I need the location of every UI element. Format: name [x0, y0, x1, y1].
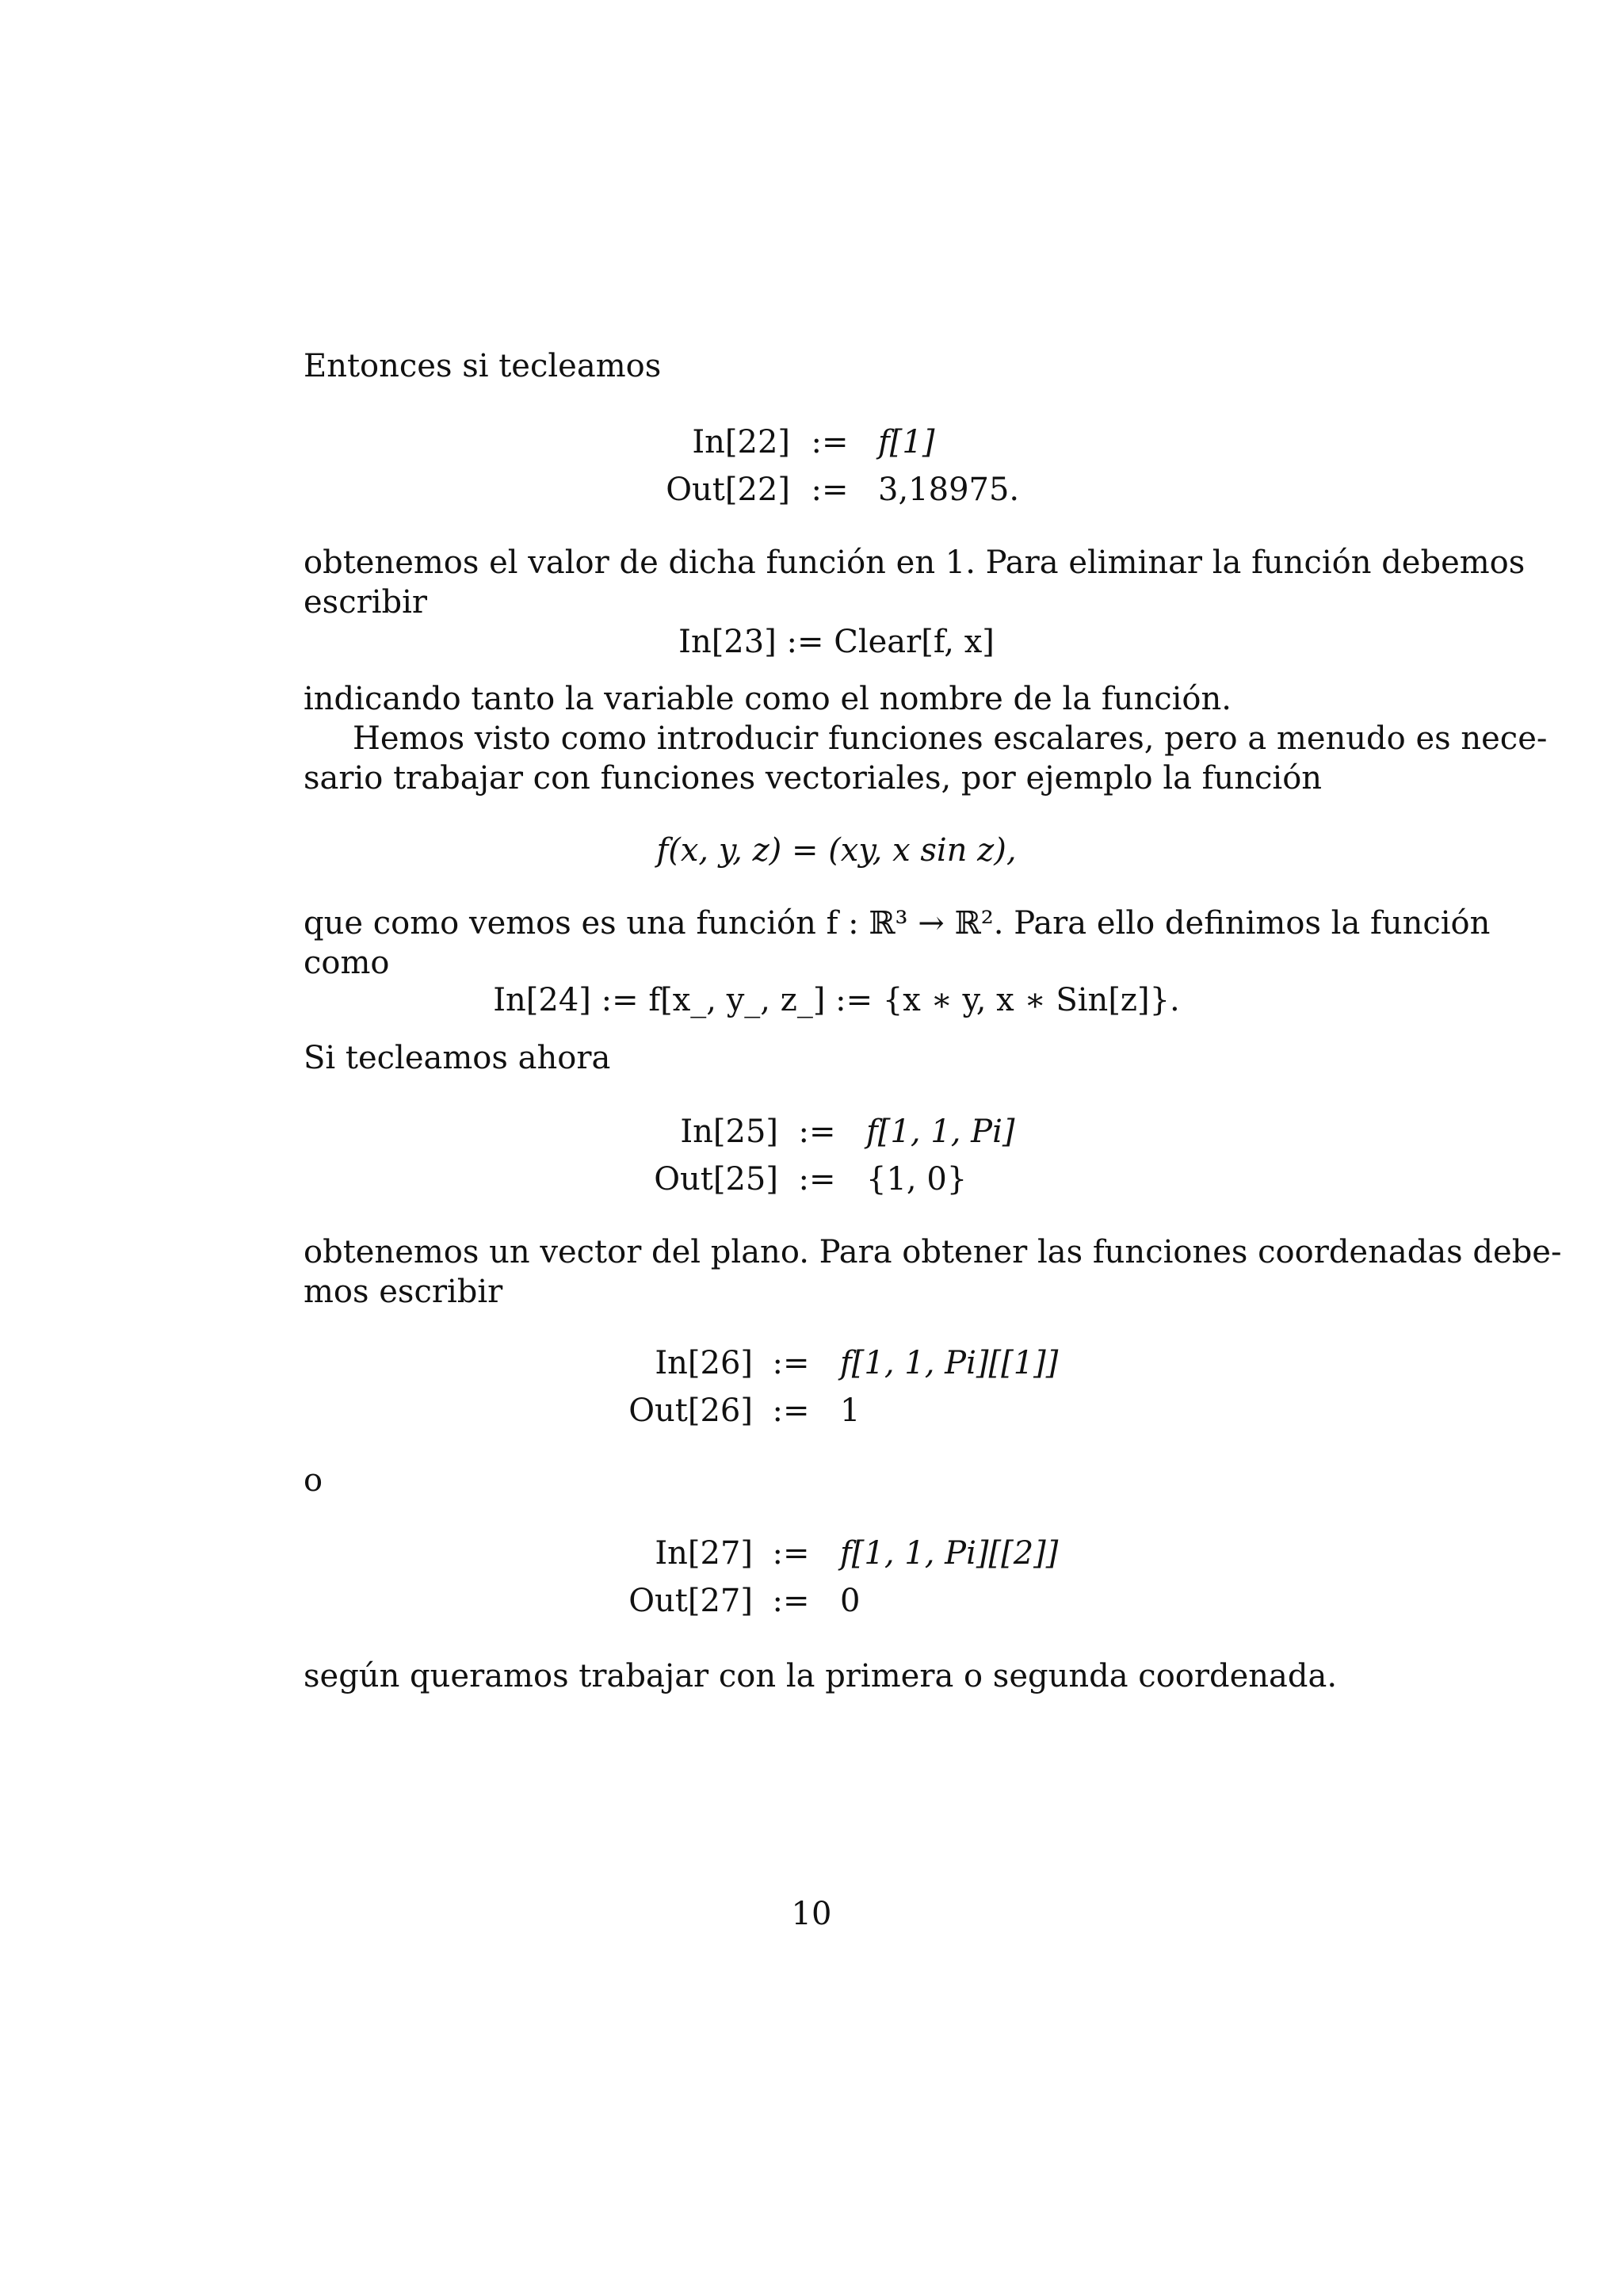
paragraph-hemos-visto-line2: sario trabajar con funciones vectoriales, por ejemplo la función	[304, 760, 1323, 797]
paragraph-que-como-line1: que como vemos es una función f : ℝ³ → ℝ². Para ello definimos la función	[304, 905, 1491, 942]
equation-rhs: f[1]	[878, 424, 935, 460]
equation-label: Out[22]	[666, 472, 790, 508]
equation-rhs: f[1, 1, Pi][[2]]	[840, 1535, 1059, 1572]
assignment-operator: :=	[772, 1535, 810, 1572]
paragraph-eliminar-line1: obtenemos el valor de dicha función en 1. Para eliminar la función debemos	[304, 544, 1526, 581]
equation-row-out27	[0, 1577, 1623, 1625]
equation-row-in26	[0, 1339, 1623, 1387]
equation-row-out26	[0, 1387, 1623, 1435]
assignment-operator: :=	[811, 424, 849, 460]
equation-rhs: {1, 0}	[866, 1161, 968, 1198]
assignment-operator: :=	[772, 1583, 810, 1619]
equation-label: In[26]	[655, 1345, 753, 1381]
equation-rhs: 3,18975.	[878, 472, 1020, 508]
assignment-operator: :=	[798, 1161, 836, 1198]
paragraph-vector-plano-line2: mos escribir	[304, 1274, 503, 1310]
equation-rhs: 1	[840, 1392, 861, 1429]
paragraph-vector-plano-line1: obtenemos un vector del plano. Para obtener las funciones coordenadas debe-	[304, 1234, 1562, 1270]
paragraph-si-tecleamos: Si tecleamos ahora	[304, 1040, 611, 1076]
paragraph-indicando: indicando tanto la variable como el nombre de la función.	[304, 681, 1232, 717]
paragraph-que-como-line2: como	[304, 945, 390, 981]
paragraph-segun-queramos: según queramos trabajar con la primera o segunda coordenada.	[304, 1658, 1338, 1694]
equation-row-in25	[0, 1108, 1623, 1156]
equation-row-in22	[0, 418, 1623, 466]
paragraph-o: o	[304, 1462, 323, 1499]
equation-label: In[25]	[680, 1114, 778, 1150]
equation-row-out22	[0, 466, 1623, 514]
assignment-operator: :=	[772, 1392, 810, 1429]
paragraph-intro: Entonces si tecleamos	[304, 348, 662, 384]
equation-row-out25	[0, 1156, 1623, 1203]
assignment-operator: :=	[811, 472, 849, 508]
page-number: 10	[791, 1896, 832, 1932]
equation-function-definition: f(x, y, z) = (xy, x sin z),	[656, 832, 1017, 869]
equation-row-in27	[0, 1530, 1623, 1577]
equation-label: Out[26]	[628, 1392, 753, 1429]
assignment-operator: :=	[772, 1345, 810, 1381]
equation-in24: In[24] := f[x_, y_, z_] := {x ∗ y, x ∗ Sin[z]}.	[493, 982, 1180, 1018]
equation-rhs: f[1, 1, Pi][[1]]	[840, 1345, 1059, 1381]
equation-rhs: f[1, 1, Pi]	[866, 1114, 1015, 1150]
paragraph-hemos-visto-line1: Hemos visto como introducir funciones escalares, pero a menudo es nece-	[353, 720, 1548, 757]
paragraph-eliminar-line2: escribir	[304, 584, 428, 621]
equation-label: Out[25]	[654, 1161, 778, 1198]
equation-label: Out[27]	[628, 1583, 753, 1619]
assignment-operator: :=	[798, 1114, 836, 1150]
equation-label: In[27]	[655, 1535, 753, 1572]
equation-rhs: 0	[840, 1583, 861, 1619]
equation-in23: In[23] := Clear[f, x]	[678, 624, 995, 660]
equation-label: In[22]	[692, 424, 790, 460]
